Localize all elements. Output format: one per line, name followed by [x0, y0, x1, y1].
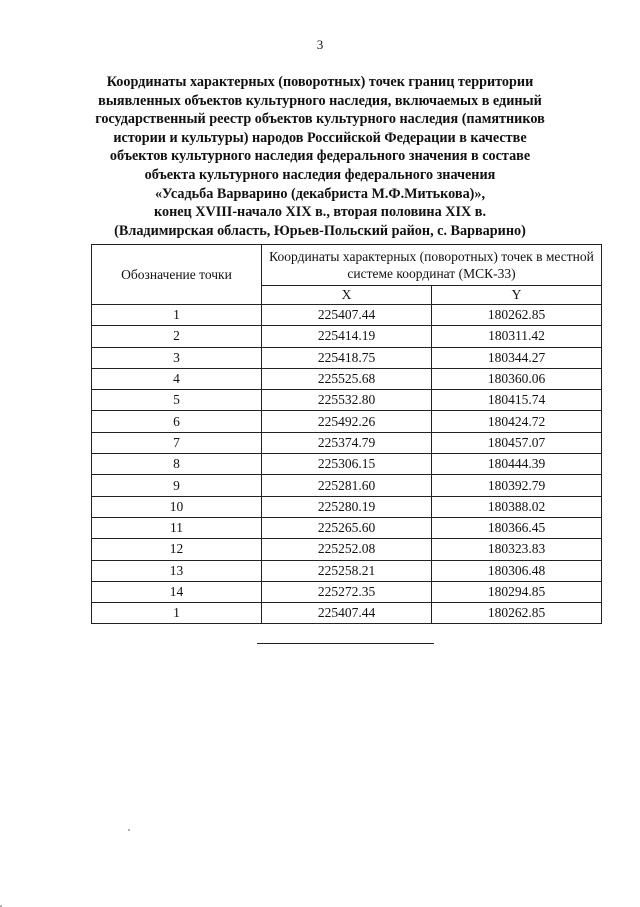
table-row: [92, 581, 602, 602]
cell-point: 5: [92, 390, 262, 411]
cell-x: 225407.44: [262, 603, 432, 624]
cell-point: 9: [92, 475, 262, 496]
title-line: государственный реестр объектов культурного наследия (памятников: [95, 111, 545, 128]
cell-y: 180262.85: [432, 603, 602, 624]
cell-point: 4: [92, 368, 262, 389]
cell-x: 225252.08: [262, 539, 432, 560]
cell-point: 8: [92, 454, 262, 475]
coordinates-table: [91, 244, 602, 624]
cell-y: 180306.48: [432, 560, 602, 581]
table-row: [92, 517, 602, 538]
table-row: [92, 539, 602, 560]
cell-y: 180323.83: [432, 539, 602, 560]
cell-x: 225525.68: [262, 368, 432, 389]
table-row: [92, 475, 602, 496]
cell-point: 6: [92, 411, 262, 432]
header-x: X: [262, 286, 432, 305]
table-row: [92, 454, 602, 475]
table-row: [92, 411, 602, 432]
cell-point: 7: [92, 432, 262, 453]
title-line: «Усадьба Варварино (декабриста М.Ф.Митькова)»,: [154, 185, 486, 202]
title-line: объекта культурного наследия федерального значения: [144, 166, 496, 183]
cell-y: 180360.06: [432, 368, 602, 389]
cell-y: 180424.72: [432, 411, 602, 432]
cell-point: 3: [92, 347, 262, 368]
title-line: выявленных объектов культурного наследия, включаемых в единый: [98, 92, 542, 109]
table-row: [92, 390, 602, 411]
cell-point: 14: [92, 581, 262, 602]
table-row: [92, 368, 602, 389]
table-header-row: [92, 245, 602, 286]
title-line: истории и культуры) народов Российской Федерации в качестве: [113, 129, 527, 146]
title-line: (Владимирская область, Юрьев-Польский район, с. Варварино): [114, 222, 526, 239]
cell-point: 13: [92, 560, 262, 581]
cell-x: 225280.19: [262, 496, 432, 517]
cell-y: 180294.85: [432, 581, 602, 602]
cell-x: 225306.15: [262, 454, 432, 475]
title-line: Координаты характерных (поворотных) точек границ территории: [106, 74, 534, 90]
table-row: [92, 305, 602, 326]
cell-point: 1: [92, 305, 262, 326]
cell-y: 180344.27: [432, 347, 602, 368]
page-number: 3: [316, 37, 324, 52]
cell-x: 225407.44: [262, 305, 432, 326]
separator-line: [257, 643, 434, 644]
cell-y: 180262.85: [432, 305, 602, 326]
cell-x: 225492.26: [262, 411, 432, 432]
cell-x: 225414.19: [262, 326, 432, 347]
cell-y: 180392.79: [432, 475, 602, 496]
cell-x: 225272.35: [262, 581, 432, 602]
table-row: [92, 326, 602, 347]
cell-y: 180388.02: [432, 496, 602, 517]
scan-speck: [128, 829, 130, 831]
cell-y: 180444.39: [432, 454, 602, 475]
header-y: Y: [432, 286, 602, 305]
cell-point: 10: [92, 496, 262, 517]
cell-x: 225265.60: [262, 517, 432, 538]
header-coordinates: Координаты характерных (поворотных) точек в местной системе координат (МСК-33): [262, 245, 602, 286]
cell-point: 11: [92, 517, 262, 538]
title-line: конец XVIII-начало XIX в., вторая половина XIX в.: [153, 204, 487, 221]
cell-x: 225281.60: [262, 475, 432, 496]
cell-point: 1: [92, 603, 262, 624]
title-line: объектов культурного наследия федерального значения в составе: [109, 148, 531, 165]
table-row: [92, 603, 602, 624]
table-row: [92, 432, 602, 453]
cell-x: 225418.75: [262, 347, 432, 368]
cell-y: 180457.07: [432, 432, 602, 453]
cell-x: 225374.79: [262, 432, 432, 453]
table-row: [92, 347, 602, 368]
header-point: Обозначение точки: [92, 245, 262, 305]
document-title: [60, 73, 580, 240]
cell-y: 180366.45: [432, 517, 602, 538]
cell-y: 180415.74: [432, 390, 602, 411]
table-row: [92, 560, 602, 581]
table-row: [92, 496, 602, 517]
cell-y: 180311.42: [432, 326, 602, 347]
cell-x: 225532.80: [262, 390, 432, 411]
cell-point: 12: [92, 539, 262, 560]
cell-point: 2: [92, 326, 262, 347]
cell-x: 225258.21: [262, 560, 432, 581]
